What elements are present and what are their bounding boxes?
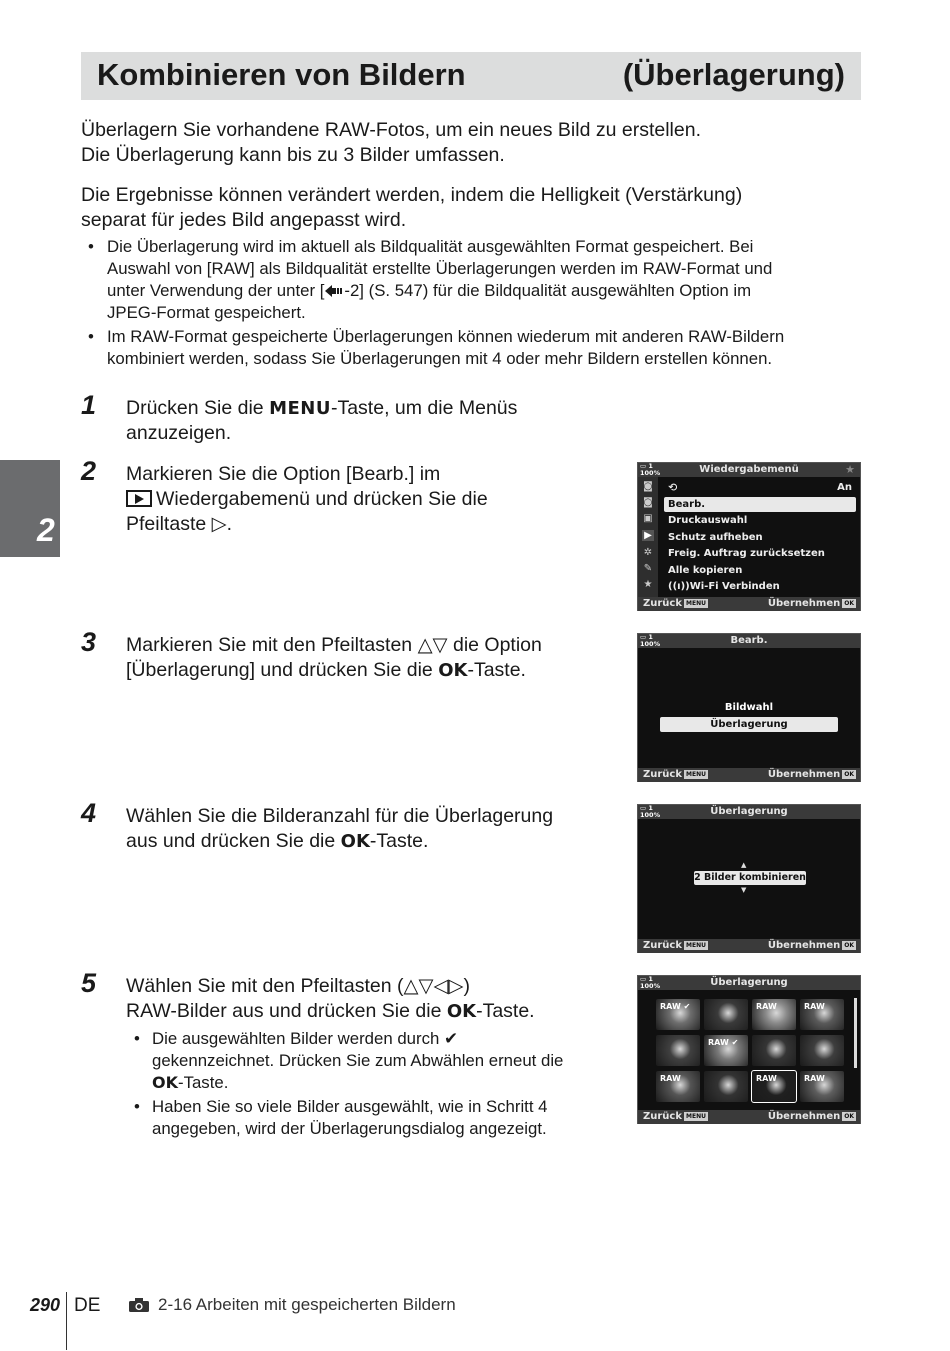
arrow-right-icon: ▷ [211,513,227,535]
image-thumbnail[interactable] [800,1035,844,1066]
step-text-part: Wählen Sie die Bilderanzahl für die Überlagerung [126,805,554,827]
screen-footer [638,597,860,611]
step-text-part: anzuzeigen. [126,422,232,444]
battery-indicator: ▭ 1 100% [640,462,661,477]
step-text-part: Wählen Sie mit den Pfeiltasten ( [126,975,404,997]
menu-item-print-order[interactable]: Druckauswahl [668,515,748,526]
step-text-part: -Taste. [476,1000,535,1022]
screen-header [638,463,860,477]
check-icon: ✔ [443,1029,459,1048]
star-icon[interactable]: ★ [643,579,653,590]
step-text-part: aus und drücken Sie die [126,830,341,852]
menu-key-label: MENU [269,398,331,419]
menu-item-unprotect[interactable]: Schutz aufheben [668,532,763,543]
image-thumbnail[interactable] [704,999,748,1030]
step-text-part: -Taste. [467,659,526,681]
page-number: 290 [30,1295,61,1315]
screen-overlay-count [637,804,861,953]
screen-footer [638,1110,860,1124]
arrow-up-icon[interactable]: ▲ [741,861,747,869]
intro-line: Überlagern Sie vorhandene RAW-Fotos, um ein neues Bild zu erstellen. [81,119,701,141]
screen-footer [638,939,860,953]
image-thumbnail[interactable] [752,999,796,1030]
note-bullet-2 [88,326,858,372]
bullet-line: Im RAW-Format gespeicherte Überlagerungen können wiederum mit anderen RAW-Bildern [107,327,785,346]
camera-icon [128,1297,150,1313]
chapter-tab [0,460,60,557]
step-3-number: 3 [81,627,97,657]
ok-key-label: OK [438,660,468,681]
image-thumbnail[interactable] [656,999,700,1030]
image-thumbnail[interactable] [752,1071,796,1102]
raw-badge: RAW [660,1074,681,1083]
image-thumbnail[interactable] [704,1035,748,1066]
bullet-line [107,280,857,302]
chapter-number: 2 [37,512,55,548]
rotate-icon: ⟲ [668,481,678,494]
accept-hint[interactable]: Übernehmen OK [767,940,854,951]
step-text-part: -Taste, um die Menüs [330,397,518,419]
bullet-text: unter Verwendung der unter [ [107,281,325,300]
raw-badge: RAW [756,1002,777,1011]
step-4-number: 4 [81,798,97,828]
page-title-suffix: (Überlagerung) [622,57,845,92]
accept-hint[interactable]: Übernehmen OK [767,598,854,609]
step-3-text [126,633,611,683]
screen-title: Überlagerung [710,977,788,988]
step-text-part: ) [463,975,470,997]
back-hint[interactable]: Zurück MENU [643,598,706,609]
image-thumbnail[interactable] [800,1071,844,1102]
step-1-number: 1 [81,390,97,420]
step-4-text [126,804,611,854]
page-title: Kombinieren von Bildern [97,57,466,92]
video-icon[interactable]: ▣ [643,513,653,524]
ok-key-label: OK [446,1001,477,1022]
ok-key-label: OK [340,831,370,852]
intro-paragraph-1 [81,118,861,168]
bullet-text: Die ausgewählten Bilder werden durch [152,1029,444,1048]
screen-edit-menu [637,633,861,782]
step-text-part: Markieren Sie die Option [Bearb.] im [126,463,441,485]
step-text-part: die Option [447,634,542,656]
accept-hint[interactable]: Übernehmen OK [767,769,854,780]
raw-badge: RAW [804,1074,825,1083]
menu-item-wifi[interactable]: ((ı))Wi-Fi Verbinden [668,581,780,592]
menu-item-select-image[interactable]: Bildwahl [724,702,774,713]
screen-header [638,805,860,819]
bullet-dot: • [134,1029,140,1048]
back-hint[interactable]: Zurück MENU [643,1111,706,1122]
image-thumbnail[interactable] [800,999,844,1030]
intro-line: Die Überlagerung kann bis zu 3 Bilder umfassen. [81,144,505,166]
menu-item-copy-all[interactable]: Alle kopieren [668,565,743,576]
arrow-down-icon[interactable]: ▼ [741,886,747,894]
step-5-note-1 [134,1028,614,1094]
step-2-text [126,462,611,537]
bullet-line: Auswahl von [RAW] als Bildqualität erstellte Überlagerungen werden im RAW-Format und [107,259,773,278]
bullet-dot: • [134,1097,140,1116]
chapter-reference: 2-16 Arbeiten mit gespeicherten Bildern [158,1295,456,1314]
screen-overlay-select [637,975,861,1124]
step-text-part: RAW-Bilder aus und drücken Sie die [126,1000,447,1022]
screen-header [638,634,860,648]
camera-2-icon[interactable]: ◙ [643,497,653,508]
screen-header [638,976,860,990]
title-bar [81,52,861,100]
step-text-part: -Taste. [369,830,429,852]
intro-line: separat für jedes Bild angepasst wird. [81,209,407,231]
custom-menu-icon [324,284,344,298]
arrow-up-down-icon: △▽ [417,634,448,656]
image-thumbnail[interactable] [656,1035,700,1066]
image-thumbnail[interactable] [656,1071,700,1102]
step-5-note-2 [134,1096,614,1140]
intro-paragraph-2 [81,183,861,233]
bullet-text: -2] (S. 547) für die Bildqualität ausgewählten Option im [344,281,752,300]
screen-footer [638,768,860,782]
image-count-spinner[interactable]: 2 Bilder kombinieren [694,872,806,883]
arrow-keys-icon: △▽◁▷ [403,975,464,997]
menu-side-icons [638,477,658,597]
raw-badge: RAW ✔ [660,1002,691,1011]
accept-hint[interactable]: Übernehmen OK [767,1111,854,1122]
footer-divider [66,1292,67,1350]
gear-icon[interactable]: ✲ [643,547,653,558]
ok-key-label: OK [152,1073,178,1092]
note-bullet-1 [88,236,858,326]
star-icon: ★ [845,463,855,476]
menu-item-overlay[interactable]: Überlagerung [660,717,838,732]
bullet-dot: • [88,237,94,256]
step-5-text [126,974,611,1024]
camera-1-icon[interactable]: ◙ [643,481,653,492]
screen-title: Wiedergabemenü [699,464,799,475]
image-thumbnail[interactable] [752,1035,796,1066]
step-text-part: Wiedergabemenü und drücken Sie die [156,488,488,510]
scrollbar[interactable] [854,998,857,1068]
bullet-text: -Taste. [178,1073,229,1092]
bullet-line: JPEG-Format gespeichert. [107,303,306,322]
step-text-part: . [226,513,233,535]
bullet-line: angegeben, wird der Überlagerungsdialog angezeigt. [152,1119,547,1138]
thumbnail-grid [656,999,848,1103]
intro-line: Die Ergebnisse können verändert werden, indem die Helligkeit (Verstärkung) [81,184,743,206]
bullet-line: Haben Sie so viele Bilder ausgewählt, wie in Schritt 4 [152,1097,548,1116]
screen-title: Überlagerung [710,806,788,817]
back-hint[interactable]: Zurück MENU [643,940,706,951]
step-text-part: Markieren Sie mit den Pfeiltasten [126,634,418,656]
step-text-part: Drücken Sie die [126,397,270,419]
bullet-line: gekennzeichnet. Drücken Sie zum Abwählen erneut die [152,1051,564,1070]
step-text-part: [Überlagerung] und drücken Sie die [126,659,439,681]
wrench-icon[interactable]: ✎ [643,563,653,574]
step-text-part: Pfeiltaste [126,513,212,535]
image-thumbnail[interactable] [704,1071,748,1102]
bullet-dot: • [88,327,94,346]
screen-title: Bearb. [730,635,768,646]
raw-badge: RAW [756,1074,777,1083]
screen-playback-menu [637,462,861,611]
bullet-line: Die Überlagerung wird im aktuell als Bildqualität ausgewählten Format gespeichert. Bei [107,237,754,256]
menu-item-reset-share[interactable]: Freig. Auftrag zurücksetzen [668,548,825,559]
rotate-value: An [837,482,852,493]
battery-indicator: ▭ 1 100% [640,633,661,648]
battery-indicator: ▭ 1 100% [640,804,661,819]
playback-icon[interactable]: ▶ [642,530,654,541]
playback-icon [126,490,152,507]
language-code: DE [74,1295,101,1316]
back-hint[interactable]: Zurück MENU [643,769,706,780]
battery-indicator: ▭ 1 100% [640,975,661,990]
step-1-text [126,396,611,446]
step-2-number: 2 [81,456,97,486]
raw-badge: RAW [804,1002,825,1011]
step-5-number: 5 [81,968,97,998]
bullet-line: kombiniert werden, sodass Sie Überlagerungen mit 4 oder mehr Bildern erstellen können. [107,349,773,368]
menu-item-edit[interactable]: Bearb. [664,497,856,512]
raw-badge: RAW ✔ [708,1038,739,1047]
